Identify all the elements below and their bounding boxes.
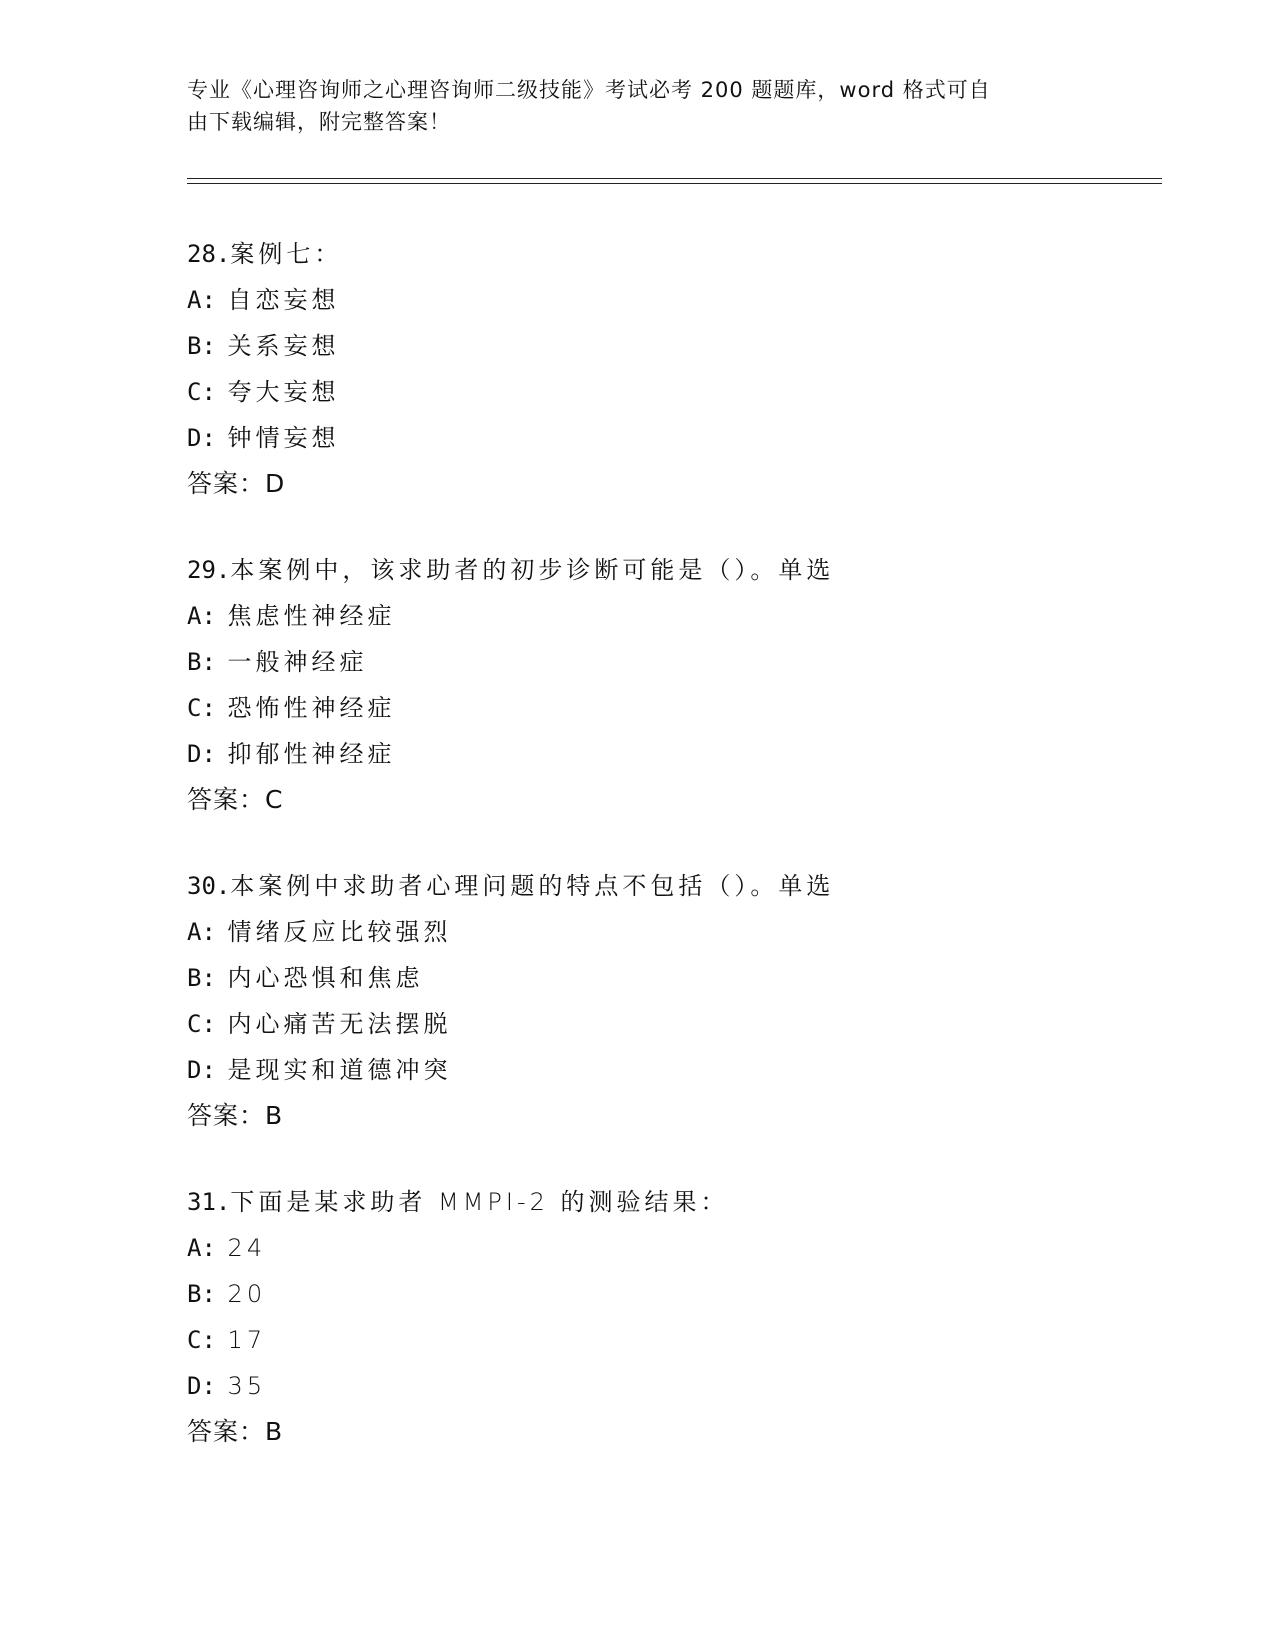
- question-text: 本案例中求助者心理问题的特点不包括（）。单选: [230, 872, 835, 900]
- option-b: [187, 323, 1147, 369]
- option-d: [187, 415, 1147, 461]
- header-divider-bottom: [187, 183, 1162, 184]
- option-text: 一般神经症: [227, 648, 368, 676]
- header-line-2: 由下载编辑，附完整答案！: [187, 110, 451, 134]
- option-d: [187, 731, 1147, 777]
- question-text: 本案例中，该求助者的初步诊断可能是（）。单选: [230, 556, 835, 584]
- option-text: 24: [227, 1234, 267, 1262]
- option-text: 内心痛苦无法摆脱: [227, 1010, 452, 1038]
- option-text: 钟情妄想: [227, 424, 340, 452]
- option-c: [187, 1317, 1147, 1363]
- option-b: [187, 955, 1147, 1001]
- option-letter: C:: [187, 694, 216, 722]
- option-letter: D:: [187, 1372, 216, 1400]
- question-number: 28.: [187, 240, 231, 268]
- question-number: 29.: [187, 556, 231, 584]
- option-text: 是现实和道德冲突: [227, 1056, 452, 1084]
- option-text: 恐怖性神经症: [227, 694, 396, 722]
- answer-line: 答案：B: [187, 1101, 284, 1130]
- option-letter: B:: [187, 1280, 216, 1308]
- option-letter: A:: [187, 286, 216, 314]
- option-text: 夸大妄想: [227, 378, 340, 406]
- option-text: 自恋妄想: [227, 286, 340, 314]
- option-a: [187, 1225, 1147, 1271]
- option-a: [187, 593, 1147, 639]
- option-letter: D:: [187, 1056, 216, 1084]
- option-letter: D:: [187, 740, 216, 768]
- option-text: 17: [227, 1326, 267, 1354]
- option-letter: C:: [187, 1010, 216, 1038]
- option-c: [187, 1001, 1147, 1047]
- question-stem: [187, 547, 1147, 593]
- option-c: [187, 369, 1147, 415]
- document-header: [187, 74, 1067, 138]
- question-28: [187, 231, 1147, 507]
- question-31: [187, 1179, 1147, 1455]
- header-line-1: 专业《心理咨询师之心理咨询师二级技能》考试必考 200 题题库，word 格式可自: [187, 78, 991, 102]
- header-divider-top: [187, 178, 1162, 179]
- option-letter: A:: [187, 602, 216, 630]
- option-text: 抑郁性神经症: [227, 740, 396, 768]
- option-text: 35: [227, 1372, 267, 1400]
- option-a: [187, 909, 1147, 955]
- question-30: [187, 863, 1147, 1139]
- option-c: [187, 685, 1147, 731]
- option-d: [187, 1363, 1147, 1409]
- option-letter: D:: [187, 424, 216, 452]
- question-text: 下面是某求助者 MMPI-2 的测验结果：: [230, 1188, 729, 1216]
- option-text: 20: [227, 1280, 267, 1308]
- question-stem: [187, 863, 1147, 909]
- question-text: 案例七：: [230, 240, 343, 268]
- option-letter: C:: [187, 378, 216, 406]
- question-stem: [187, 1179, 1147, 1225]
- option-a: [187, 277, 1147, 323]
- option-text: 内心恐惧和焦虑: [227, 964, 424, 992]
- option-letter: A:: [187, 1234, 216, 1262]
- option-text: 焦虑性神经症: [227, 602, 396, 630]
- question-29: [187, 547, 1147, 823]
- question-stem: [187, 231, 1147, 277]
- option-d: [187, 1047, 1147, 1093]
- option-letter: B:: [187, 964, 216, 992]
- option-text: 关系妄想: [227, 332, 340, 360]
- answer-line: 答案：B: [187, 1417, 284, 1446]
- question-number: 30.: [187, 872, 231, 900]
- option-b: [187, 639, 1147, 685]
- option-text: 情绪反应比较强烈: [227, 918, 452, 946]
- option-letter: A:: [187, 918, 216, 946]
- answer-line: 答案：D: [187, 469, 286, 498]
- answer-line: 答案：C: [187, 785, 284, 814]
- option-b: [187, 1271, 1147, 1317]
- option-letter: B:: [187, 332, 216, 360]
- question-number: 31.: [187, 1188, 231, 1216]
- option-letter: C:: [187, 1326, 216, 1354]
- option-letter: B:: [187, 648, 216, 676]
